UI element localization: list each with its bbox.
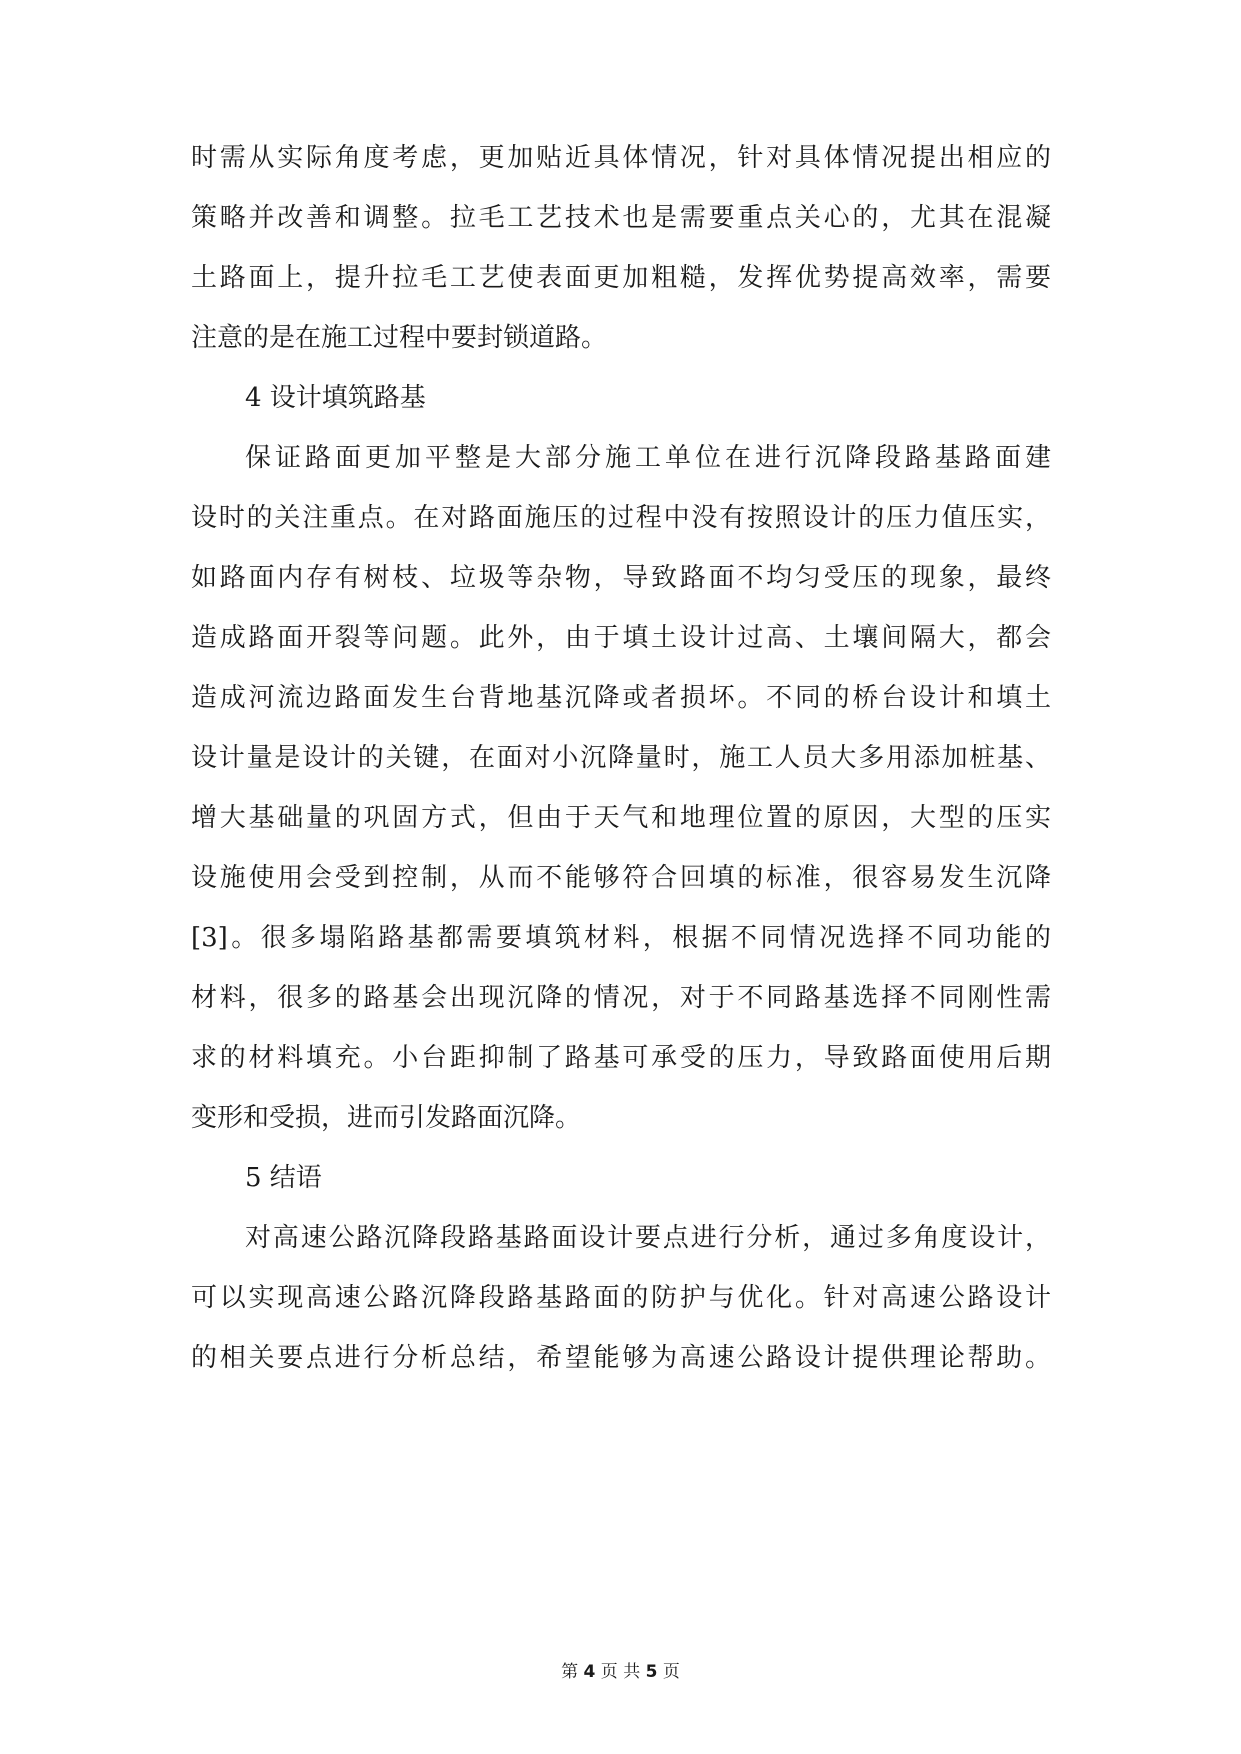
text-line: 设时的关注重点。在对路面施压的过程中没有按照设计的压力值压实，	[191, 503, 1051, 533]
text-line: [3]。很多塌陷路基都需要填筑材料，根据不同情况选择不同功能的	[191, 923, 1051, 953]
text-line: 变形和受损，进而引发路面沉降。	[191, 1103, 582, 1133]
text-line: 的相关要点进行分析总结，希望能够为高速公路设计提供理论帮助。	[191, 1343, 1051, 1373]
text-line: 时需从实际角度考虑，更加贴近具体情况，针对具体情况提出相应的	[191, 143, 1051, 173]
text-line: 如路面内存有树枝、垃圾等杂物，导致路面不均匀受压的现象，最终	[191, 563, 1051, 593]
section-heading: 5 结语	[245, 1163, 322, 1193]
section-heading: 4 设计填筑路基	[245, 383, 426, 413]
text-line: 求的材料填充。小台距抑制了路基可承受的压力，导致路面使用后期	[191, 1043, 1051, 1073]
text-line: 设计量是设计的关键，在面对小沉降量时，施工人员大多用添加桩基、	[191, 743, 1051, 773]
text-line: 策略并改善和调整。拉毛工艺技术也是需要重点关心的，尤其在混凝	[191, 203, 1051, 233]
text-line: 材料，很多的路基会出现沉降的情况，对于不同路基选择不同刚性需	[191, 983, 1051, 1013]
footer-suffix: 页	[662, 1662, 680, 1682]
text-line: 可以实现高速公路沉降段路基路面的防护与优化。针对高速公路设计	[191, 1283, 1051, 1313]
current-page-number: 4	[583, 1662, 596, 1682]
text-line: 造成路面开裂等问题。此外，由于填土设计过高、土壤间隔大，都会	[191, 623, 1051, 653]
text-line: 设施使用会受到控制，从而不能够符合回填的标准，很容易发生沉降	[191, 863, 1051, 893]
total-page-count: 5	[645, 1662, 658, 1682]
footer-prefix: 第	[561, 1662, 579, 1682]
text-line: 造成河流边路面发生台背地基沉降或者损坏。不同的桥台设计和填土	[191, 683, 1051, 713]
text-line: 增大基础量的巩固方式，但由于天气和地理位置的原因，大型的压实	[191, 803, 1051, 833]
page-footer	[0, 1660, 1241, 1684]
text-line: 对高速公路沉降段路基路面设计要点进行分析，通过多角度设计，	[245, 1223, 1051, 1253]
text-line: 保证路面更加平整是大部分施工单位在进行沉降段路基路面建	[245, 443, 1051, 473]
text-line: 土路面上，提升拉毛工艺使表面更加粗糙，发挥优势提高效率，需要	[191, 263, 1051, 293]
footer-middle: 页 共	[600, 1662, 641, 1682]
text-line: 注意的是在施工过程中要封锁道路。	[191, 323, 608, 353]
